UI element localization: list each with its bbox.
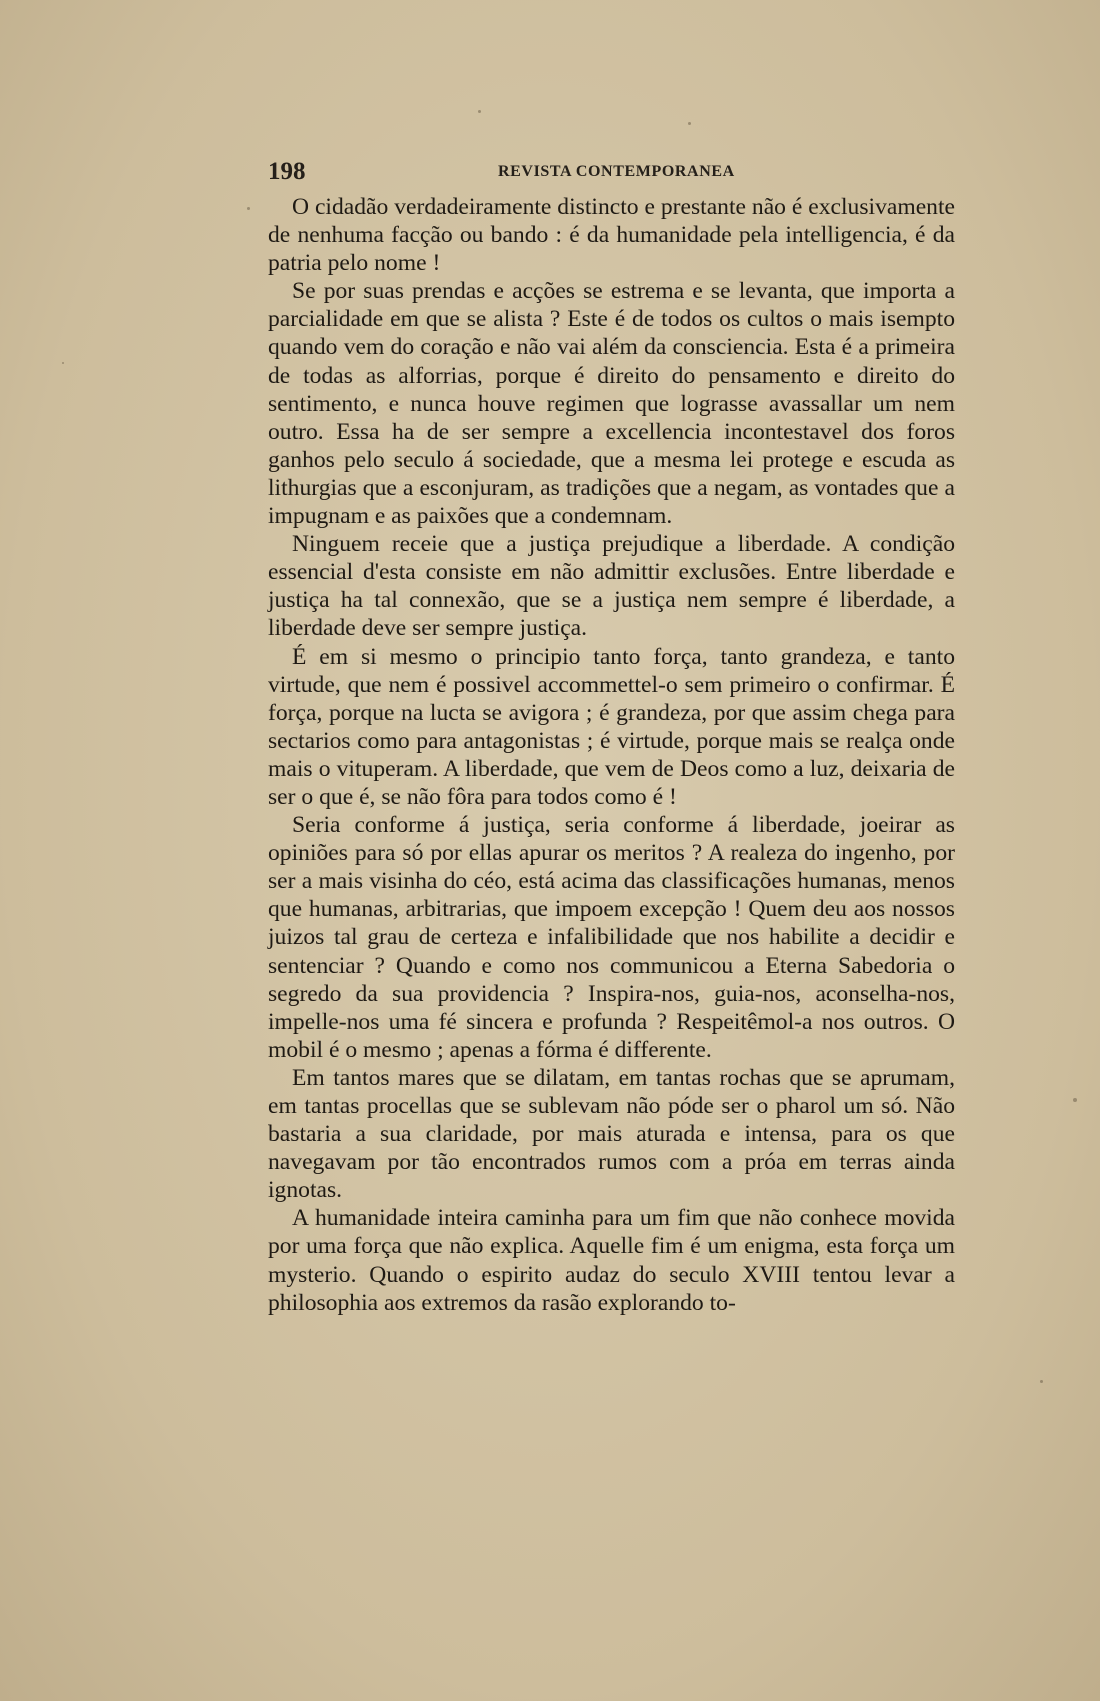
paper-speck (1073, 1098, 1077, 1102)
paragraph: Em tantos mares que se dilatam, em tantas rochas que se aprumam, em tantas procellas que se sublevam não póde ser o pharol um só. Não bastaria a sua claridade, por mais aturada e intensa, para os que navegavam por tão encontrados rumos com a próa em terras ainda ignotas. (268, 1064, 955, 1204)
paper-speck (1040, 1380, 1043, 1383)
paragraph: Ninguem receie que a justiça prejudique a liberdade. A condição essencial d'esta consiste em não admittir exclusões. Entre liberdade e justiça ha tal connexão, que se a justiça nem sempre é liberdade, a liberdade deve ser sempre justiça. (268, 531, 955, 642)
page-number: 198 (268, 158, 306, 185)
page-header (268, 158, 958, 188)
running-title: REVISTA CONTEMPORANEA (498, 163, 735, 180)
paper-speck (688, 122, 691, 125)
paragraph: A humanidade inteira caminha para um fim que não conhece movida por uma força que não explica. Aquelle fim é um enigma, esta força um mysterio. Quando o espirito audaz do seculo XVIII tentou levar a philosophia aos extremos da rasão explorando to- (268, 1205, 955, 1316)
paragraph: É em si mesmo o principio tanto força, tanto grandeza, e tanto virtude, que nem é possivel accommettel-o sem primeiro o confirmar. É força, porque na lucta se avigora ; é grandeza, por que assim chega para sectarios como para antagonistas ; é virtude, porque mais se realça onde mais o vituperam. A liberdade, que vem de Deos como a luz, deixaria de ser o que é, se não fôra para todos como é ! (268, 643, 955, 810)
paper-speck (478, 110, 481, 113)
paragraph: Seria conforme á justiça, seria conforme á liberdade, joeirar as opiniões para só por ellas apurar os meritos ? A realeza do ingenho, por ser a mais visinha do céo, está acima das classificações humanas, menos que humanas, arbitrarias, que impoem excepção ! Quem deu aos nossos juizos tal grau de certeza e infalibilidade que nos habilite a decidir e sentenciar ? Quando e como nos communicou a Eterna Sabedoria o segredo da sua providencia ? Inspira-nos, guia-nos, aconselha-nos, impelle-nos uma fé sincera e profunda ? Respeitêmol-a nos outros. O mobil é o mesmo ; apenas a fórma é differente. (268, 812, 955, 1063)
paragraph: O cidadão verdadeiramente distincto e prestante não é exclusivamente de nenhuma facção ou bando : é da humanidade pela intelligencia, é da patria pelo nome ! (268, 194, 955, 277)
paper-speck (247, 207, 250, 210)
body-text (268, 193, 955, 1317)
paper-speck (62, 362, 64, 364)
paragraph: Se por suas prendas e acções se estrema e se levanta, que importa a parcialidade em que se alista ? Este é de todos os cultos o mais isempto quando vem do coração e não vai além da consciencia. Esta é a primeira de todas as alforrias, porque é direito do pensamento e direito do sentimento, e nunca houve regimen que lograsse avassallar um nem outro. Essa ha de ser sempre a excellencia incontestavel dos foros ganhos pelo seculo á sociedade, que a mesma lei protege e escuda as lithurgias que a esconjuram, as tradições que a negam, as vontades que a impugnam e as paixões que a condemnam. (268, 278, 955, 530)
